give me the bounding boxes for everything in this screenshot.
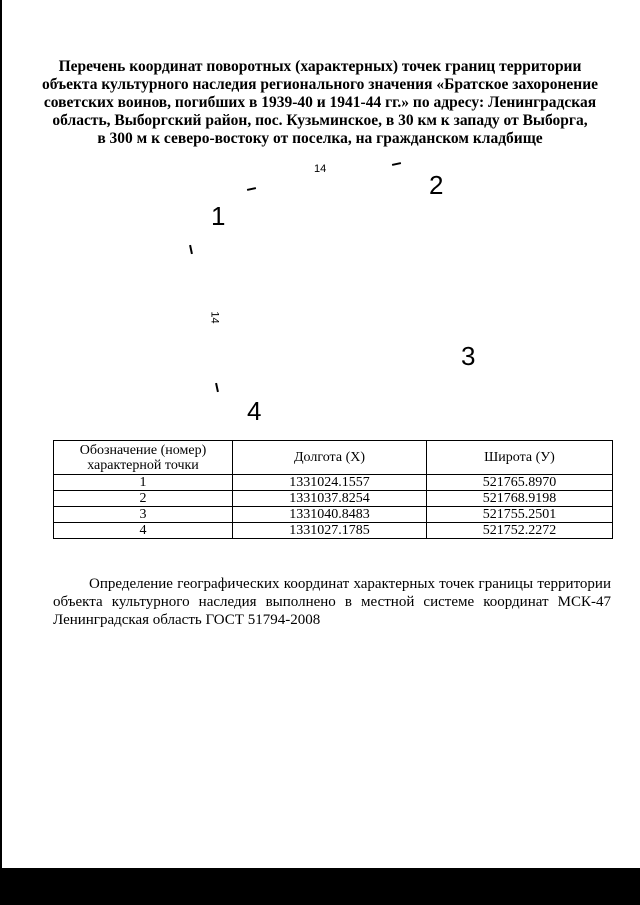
title-line: в 300 м к северо-востоку от поселка, на гражданском кладбище — [97, 130, 543, 147]
coordinate-system-note: Определение географических координат характерных точек границы территории объекта культурного наследия выполнено в местной системе координат МСК-47 Ленинградская область ГОСТ 51794-2008 — [53, 576, 611, 628]
page-bottom-bar — [0, 868, 640, 905]
boundary-tick — [247, 187, 256, 191]
title-line: область, Выборгский район, пос. Кузьминское, в 30 км к западу от Выборга, — [52, 112, 588, 129]
table-row — [54, 507, 613, 523]
boundary-tick — [189, 245, 193, 254]
segment-length-left: 14 — [208, 311, 221, 324]
segment-length-top: 14 — [314, 163, 327, 175]
title-line: советских воинов, погибших в 1939-40 и 1941-44 гг.» по адресу: Ленинградская — [43, 94, 597, 111]
table-cell: 4 — [54, 523, 233, 539]
point-label-4: 4 — [247, 396, 262, 426]
title-line: Перечень координат поворотных (характерных) точек границ территории — [58, 58, 582, 75]
column-header: Широта (У) — [427, 441, 613, 475]
table-cell: 521752.2272 — [427, 523, 613, 539]
column-header: Обозначение (номер) характерной точки — [54, 441, 233, 475]
table-header-row — [54, 441, 613, 475]
table-cell: 521768.9198 — [427, 491, 613, 507]
table-cell: 1331040.8483 — [233, 507, 427, 523]
table-row — [54, 491, 613, 507]
column-header: Долгота (X) — [233, 441, 427, 475]
point-label-3: 3 — [461, 341, 476, 371]
point-label-2: 2 — [429, 170, 444, 200]
table-cell: 2 — [54, 491, 233, 507]
boundary-tick — [215, 383, 219, 392]
table-cell: 521755.2501 — [427, 507, 613, 523]
table-row — [54, 523, 613, 539]
table-row — [54, 475, 613, 491]
table-cell: 1 — [54, 475, 233, 491]
page-left-edge — [0, 0, 2, 905]
table-cell: 3 — [54, 507, 233, 523]
boundary-tick — [392, 162, 401, 166]
table-cell: 521765.8970 — [427, 475, 613, 491]
boundary-scheme — [0, 150, 640, 440]
table-cell: 1331037.8254 — [233, 491, 427, 507]
table-cell: 1331024.1557 — [233, 475, 427, 491]
document-title — [40, 58, 600, 148]
table-cell: 1331027.1785 — [233, 523, 427, 539]
coordinates-table — [53, 440, 613, 539]
point-label-1: 1 — [211, 201, 226, 231]
title-line: объекта культурного наследия регионального значения «Братское захоронение — [41, 76, 599, 93]
